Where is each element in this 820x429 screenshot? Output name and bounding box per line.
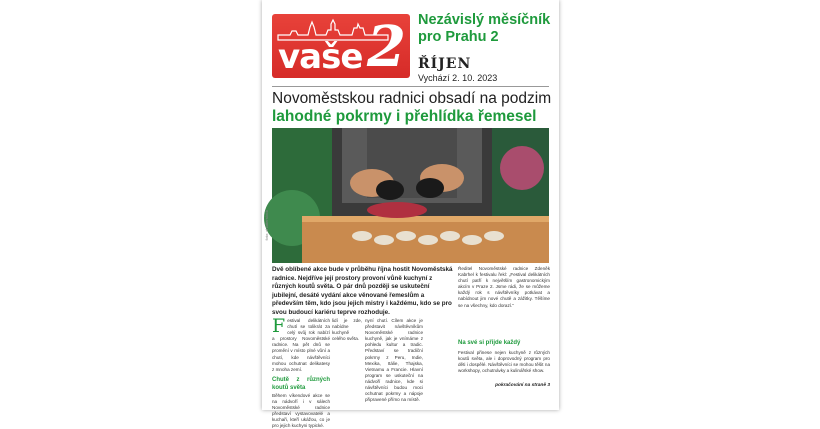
issue-month: ŘÍJEN bbox=[418, 56, 472, 72]
article-lead: Dvě oblíbené akce bude v průběhu října hostit Novoměstská radnice. Nejdříve její prostory provoní vůně kuchyní z různých koutů světa. O pár dnů později se uskuteční jubilejní, desáté vydání akce věnované řemeslům a především těm, kdo jsou jejich mistry i každému, kdo se pro svou budoucí kariéru teprve rozhoduje. bbox=[272, 266, 453, 316]
article-photo bbox=[272, 128, 549, 263]
article-column-3: Ředitel Novoměstské radnice Zdeněk Kabrhel k festivalu řekl: „Festival delikátních chutí patří k největším gastronomickým akcím v Praze 2. Jsme rádi, že se můžeme každý rok s návštěvníky potkávat a nabídnout jim nové chutě a zážitky. Těšíme se na všechny, kdo dorazí.“ bbox=[458, 266, 550, 308]
continued-link[interactable]: pokračování na straně 3 bbox=[495, 383, 550, 388]
article-column-2: nyní chutí. Cílem akce je představit návštěvníkům Novoměstské radnice kuchyně, jak je vnímáme z pohledu kultur a tradic. Představí se tradiční pokrmy z Peru, Indie, Mexika, Itálie, Thajska, Vietnamu a Francie. Hlavní program se uskuteční na nádvoří radnice, kde si návštěvníci budou moci ochutnat pokrmy a nápoje připravené přímo na místě. bbox=[365, 318, 423, 403]
article-column-1 bbox=[272, 315, 330, 429]
subhead-flavours: Chutě z různých koutů světa bbox=[272, 376, 330, 391]
logo-number: 2 bbox=[367, 14, 406, 80]
issue-date: Vychází 2. 10. 2023 bbox=[418, 73, 498, 83]
headline-line2: lahodné pokrmy i přehlídka řemesel bbox=[272, 108, 537, 125]
headline-line1: Novoměstskou radnici obsadí na podzim bbox=[272, 90, 552, 107]
column-1-text: estival delikátních chutí se tolikrát za celý svůj rok nabízí a prostory Novoměstské radnice. Na pět dnů se promění v místo plné vůní a chutí, kde návštěvníci mohou ochutnat delikatesy z mnoha zemí. bbox=[272, 318, 330, 372]
column-1-text-2: Během víkendové akce se na nádvoří i v sálech Novoměstské radnice představí vystavovatelé a kuchaři, kteří ukážou, co je pro jejich kuchyni typické. bbox=[272, 392, 330, 429]
logo-word: vaše bbox=[278, 37, 363, 77]
masthead-tagline: Nezávislý měsíčník pro Prahu 2 bbox=[418, 12, 551, 45]
dropcap: F bbox=[272, 315, 286, 337]
subhead-everyone: Na své si přijde každý bbox=[458, 340, 521, 346]
article-column-3b: Festival přinese nejen kuchyně z různých koutů světa, ale i doprovodný program pro děti i dospělé. Návštěvníci se mohou těšit na workshopy, ochutnávky a kulinářské show. bbox=[458, 350, 550, 374]
newspaper-page bbox=[262, 0, 559, 429]
photo-credit: foto: shutterstock bbox=[264, 210, 269, 241]
masthead-divider bbox=[272, 86, 549, 87]
article-column-narrow: lidí je zde, nabídne kuchyně celého světa. bbox=[332, 318, 362, 342]
vase2-logo bbox=[272, 14, 410, 78]
